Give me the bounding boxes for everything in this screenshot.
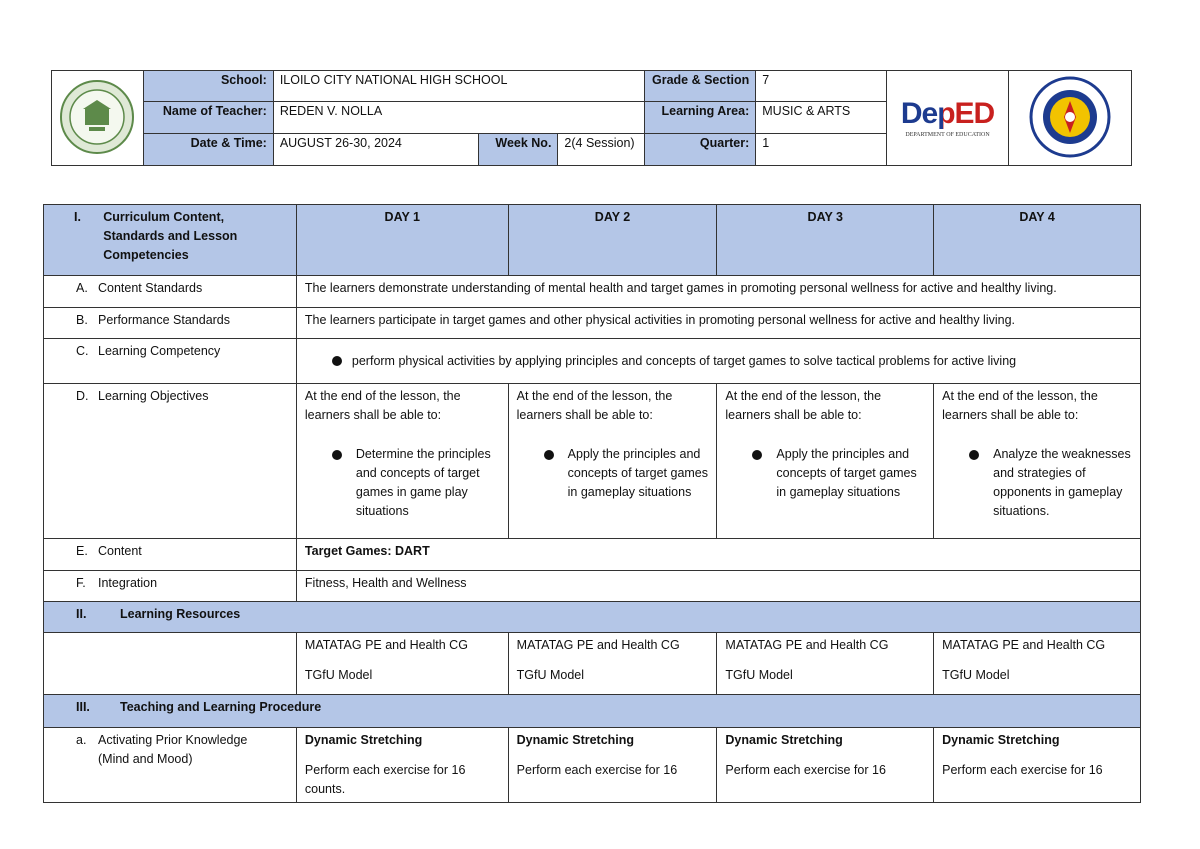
bullet-icon: [752, 450, 762, 460]
performance-standards-text: The learners participate in target games and other physical activities in promoting personal wellness for active and healthy living.: [296, 308, 1140, 339]
deped-logo-subtext: DEPARTMENT OF EDUCATION: [905, 131, 990, 138]
prior-day-4: [934, 728, 1141, 803]
objective-day-1: [296, 384, 508, 539]
row-label: Learning Objectives: [98, 389, 209, 403]
teacher-label: Name of Teacher:: [143, 102, 273, 133]
quarter-label: Quarter:: [645, 133, 756, 165]
procedure-heading-row: [44, 695, 1141, 728]
header-table: [51, 70, 1132, 166]
objective-intro: At the end of the lesson, the learners shall be able to:: [942, 389, 1098, 422]
procedure-heading: [44, 695, 1141, 728]
resource-line: TGfU Model: [516, 668, 585, 682]
grade-label: Grade & Section: [645, 71, 756, 102]
teacher-value: REDEN V. NOLLA: [273, 102, 645, 133]
row-label: Content Standards: [98, 281, 203, 295]
section-number: I.: [74, 210, 81, 224]
learning-objectives-row: [44, 384, 1141, 539]
objective-intro: At the end of the lesson, the learners shall be able to:: [304, 389, 461, 422]
learning-competency-text: perform physical activities by applying principles and concepts of target games to solve tactical problems for active living: [351, 353, 1017, 368]
row-letter: E.: [76, 544, 88, 558]
lesson-plan-table: [43, 204, 1141, 803]
row-letter: F.: [76, 576, 86, 590]
school-label: School:: [143, 71, 273, 102]
row-letter: C.: [76, 344, 89, 358]
grade-value: 7: [756, 71, 887, 102]
objective-day-2: [508, 384, 717, 539]
performance-standards-label-cell: [44, 308, 297, 339]
prior-knowledge-label-cell: [44, 728, 297, 803]
learning-competency-row: [44, 339, 1141, 384]
activity-text: Perform each exercise for 16: [725, 763, 886, 777]
row-label: Performance Standards: [98, 313, 231, 327]
content-standards-label-cell: [44, 276, 297, 308]
row-label: Content: [98, 544, 142, 558]
learning-resources-row: [44, 633, 1141, 695]
resource-line: MATATAG PE and Health CG: [516, 638, 680, 652]
date-value: AUGUST 26-30, 2024: [273, 133, 478, 165]
resources-day-4: [934, 633, 1141, 695]
bullet-icon: [969, 450, 979, 460]
date-label: Date & Time:: [143, 133, 273, 165]
resource-line: TGfU Model: [304, 668, 373, 682]
objective-text: Determine the principles and concepts of target games in game play situations: [355, 447, 491, 518]
prior-day-3: [717, 728, 934, 803]
resources-day-2: [508, 633, 717, 695]
content-row: [44, 539, 1141, 571]
day-3-header: DAY 3: [717, 205, 934, 276]
kagawaran-seal-icon: [1029, 76, 1111, 158]
objective-day-4: [934, 384, 1141, 539]
day-4-header: DAY 4: [934, 205, 1141, 276]
objective-day-3: [717, 384, 934, 539]
integration-row: [44, 571, 1141, 602]
activity-title: Dynamic Stretching: [516, 733, 635, 747]
day-1-header: DAY 1: [296, 205, 508, 276]
resource-line: TGfU Model: [942, 668, 1010, 682]
objective-text: Analyze the weaknesses and strategies of opponents in gameplay situations.: [993, 447, 1131, 518]
integration-text: Fitness, Health and Wellness: [296, 571, 1140, 602]
objective-text: Apply the principles and concepts of target games in gameplay situations: [567, 447, 709, 499]
activity-title: Dynamic Stretching: [304, 733, 423, 747]
activity-title: Dynamic Stretching: [942, 733, 1060, 747]
section-number: III.: [76, 700, 90, 714]
section-title: Curriculum Content, Standards and Lesson Competencies: [103, 210, 238, 262]
quarter-value: 1: [756, 133, 887, 165]
resource-line: TGfU Model: [725, 668, 793, 682]
activity-text: Perform each exercise for 16 counts.: [304, 763, 466, 796]
kagawaran-seal-cell: [1009, 71, 1132, 166]
section-title: Teaching and Learning Procedure: [120, 700, 322, 714]
learning-resources-empty-cell: [44, 633, 297, 695]
deped-logo-icon: [887, 96, 1008, 138]
school-value: ILOILO CITY NATIONAL HIGH SCHOOL: [273, 71, 645, 102]
integration-label-cell: [44, 571, 297, 602]
learning-objectives-label-cell: [44, 384, 297, 539]
objective-intro: At the end of the lesson, the learners shall be able to:: [516, 389, 673, 422]
row-label: Activating Prior Knowledge (Mind and Mood): [98, 733, 248, 766]
week-value: 2(4 Session): [558, 133, 645, 165]
area-label: Learning Area:: [645, 102, 756, 133]
objective-intro: At the end of the lesson, the learners shall be able to:: [725, 389, 882, 422]
prior-day-2: [508, 728, 717, 803]
activity-title: Dynamic Stretching: [725, 733, 843, 747]
performance-standards-row: [44, 308, 1141, 339]
school-seal-icon: [59, 79, 135, 155]
learning-resources-heading: [44, 602, 1141, 633]
school-seal-cell: [52, 71, 144, 166]
bullet-icon: [332, 450, 342, 460]
objective-text: Apply the principles and concepts of target games in gameplay situations: [776, 447, 917, 499]
bullet-icon: [332, 356, 342, 366]
content-text: Target Games: DART: [296, 539, 1140, 571]
resource-line: MATATAG PE and Health CG: [725, 638, 889, 652]
activity-text: Perform each exercise for 16: [942, 763, 1103, 777]
learning-competency-cell: [296, 339, 1140, 384]
bullet-icon: [544, 450, 554, 460]
section-one-heading: [44, 205, 297, 276]
row-letter: a.: [76, 733, 87, 747]
deped-logo-cell: [887, 71, 1009, 166]
content-standards-row: [44, 276, 1141, 308]
learning-resources-heading-row: [44, 602, 1141, 633]
deped-logo-text: DepED: [900, 96, 995, 130]
resources-day-3: [717, 633, 934, 695]
row-label: Integration: [98, 576, 158, 590]
section-number: II.: [76, 607, 87, 621]
resource-line: MATATAG PE and Health CG: [942, 638, 1106, 652]
week-label: Week No.: [478, 133, 558, 165]
prior-knowledge-row: [44, 728, 1141, 803]
area-value: MUSIC & ARTS: [756, 102, 887, 133]
learning-competency-label-cell: [44, 339, 297, 384]
row-letter: A.: [76, 281, 88, 295]
row-label: Learning Competency: [98, 344, 221, 358]
row-letter: D.: [76, 389, 89, 403]
section-title: Learning Resources: [120, 607, 241, 621]
row-letter: B.: [76, 313, 88, 327]
resource-line: MATATAG PE and Health CG: [304, 638, 468, 652]
table-header-row: [44, 205, 1141, 276]
content-standards-text: The learners demonstrate understanding of mental health and target games in promoting personal wellness for active and healthy living.: [296, 276, 1140, 308]
day-2-header: DAY 2: [508, 205, 717, 276]
activity-text: Perform each exercise for 16: [516, 763, 678, 777]
content-label-cell: [44, 539, 297, 571]
prior-day-1: [296, 728, 508, 803]
resources-day-1: [296, 633, 508, 695]
